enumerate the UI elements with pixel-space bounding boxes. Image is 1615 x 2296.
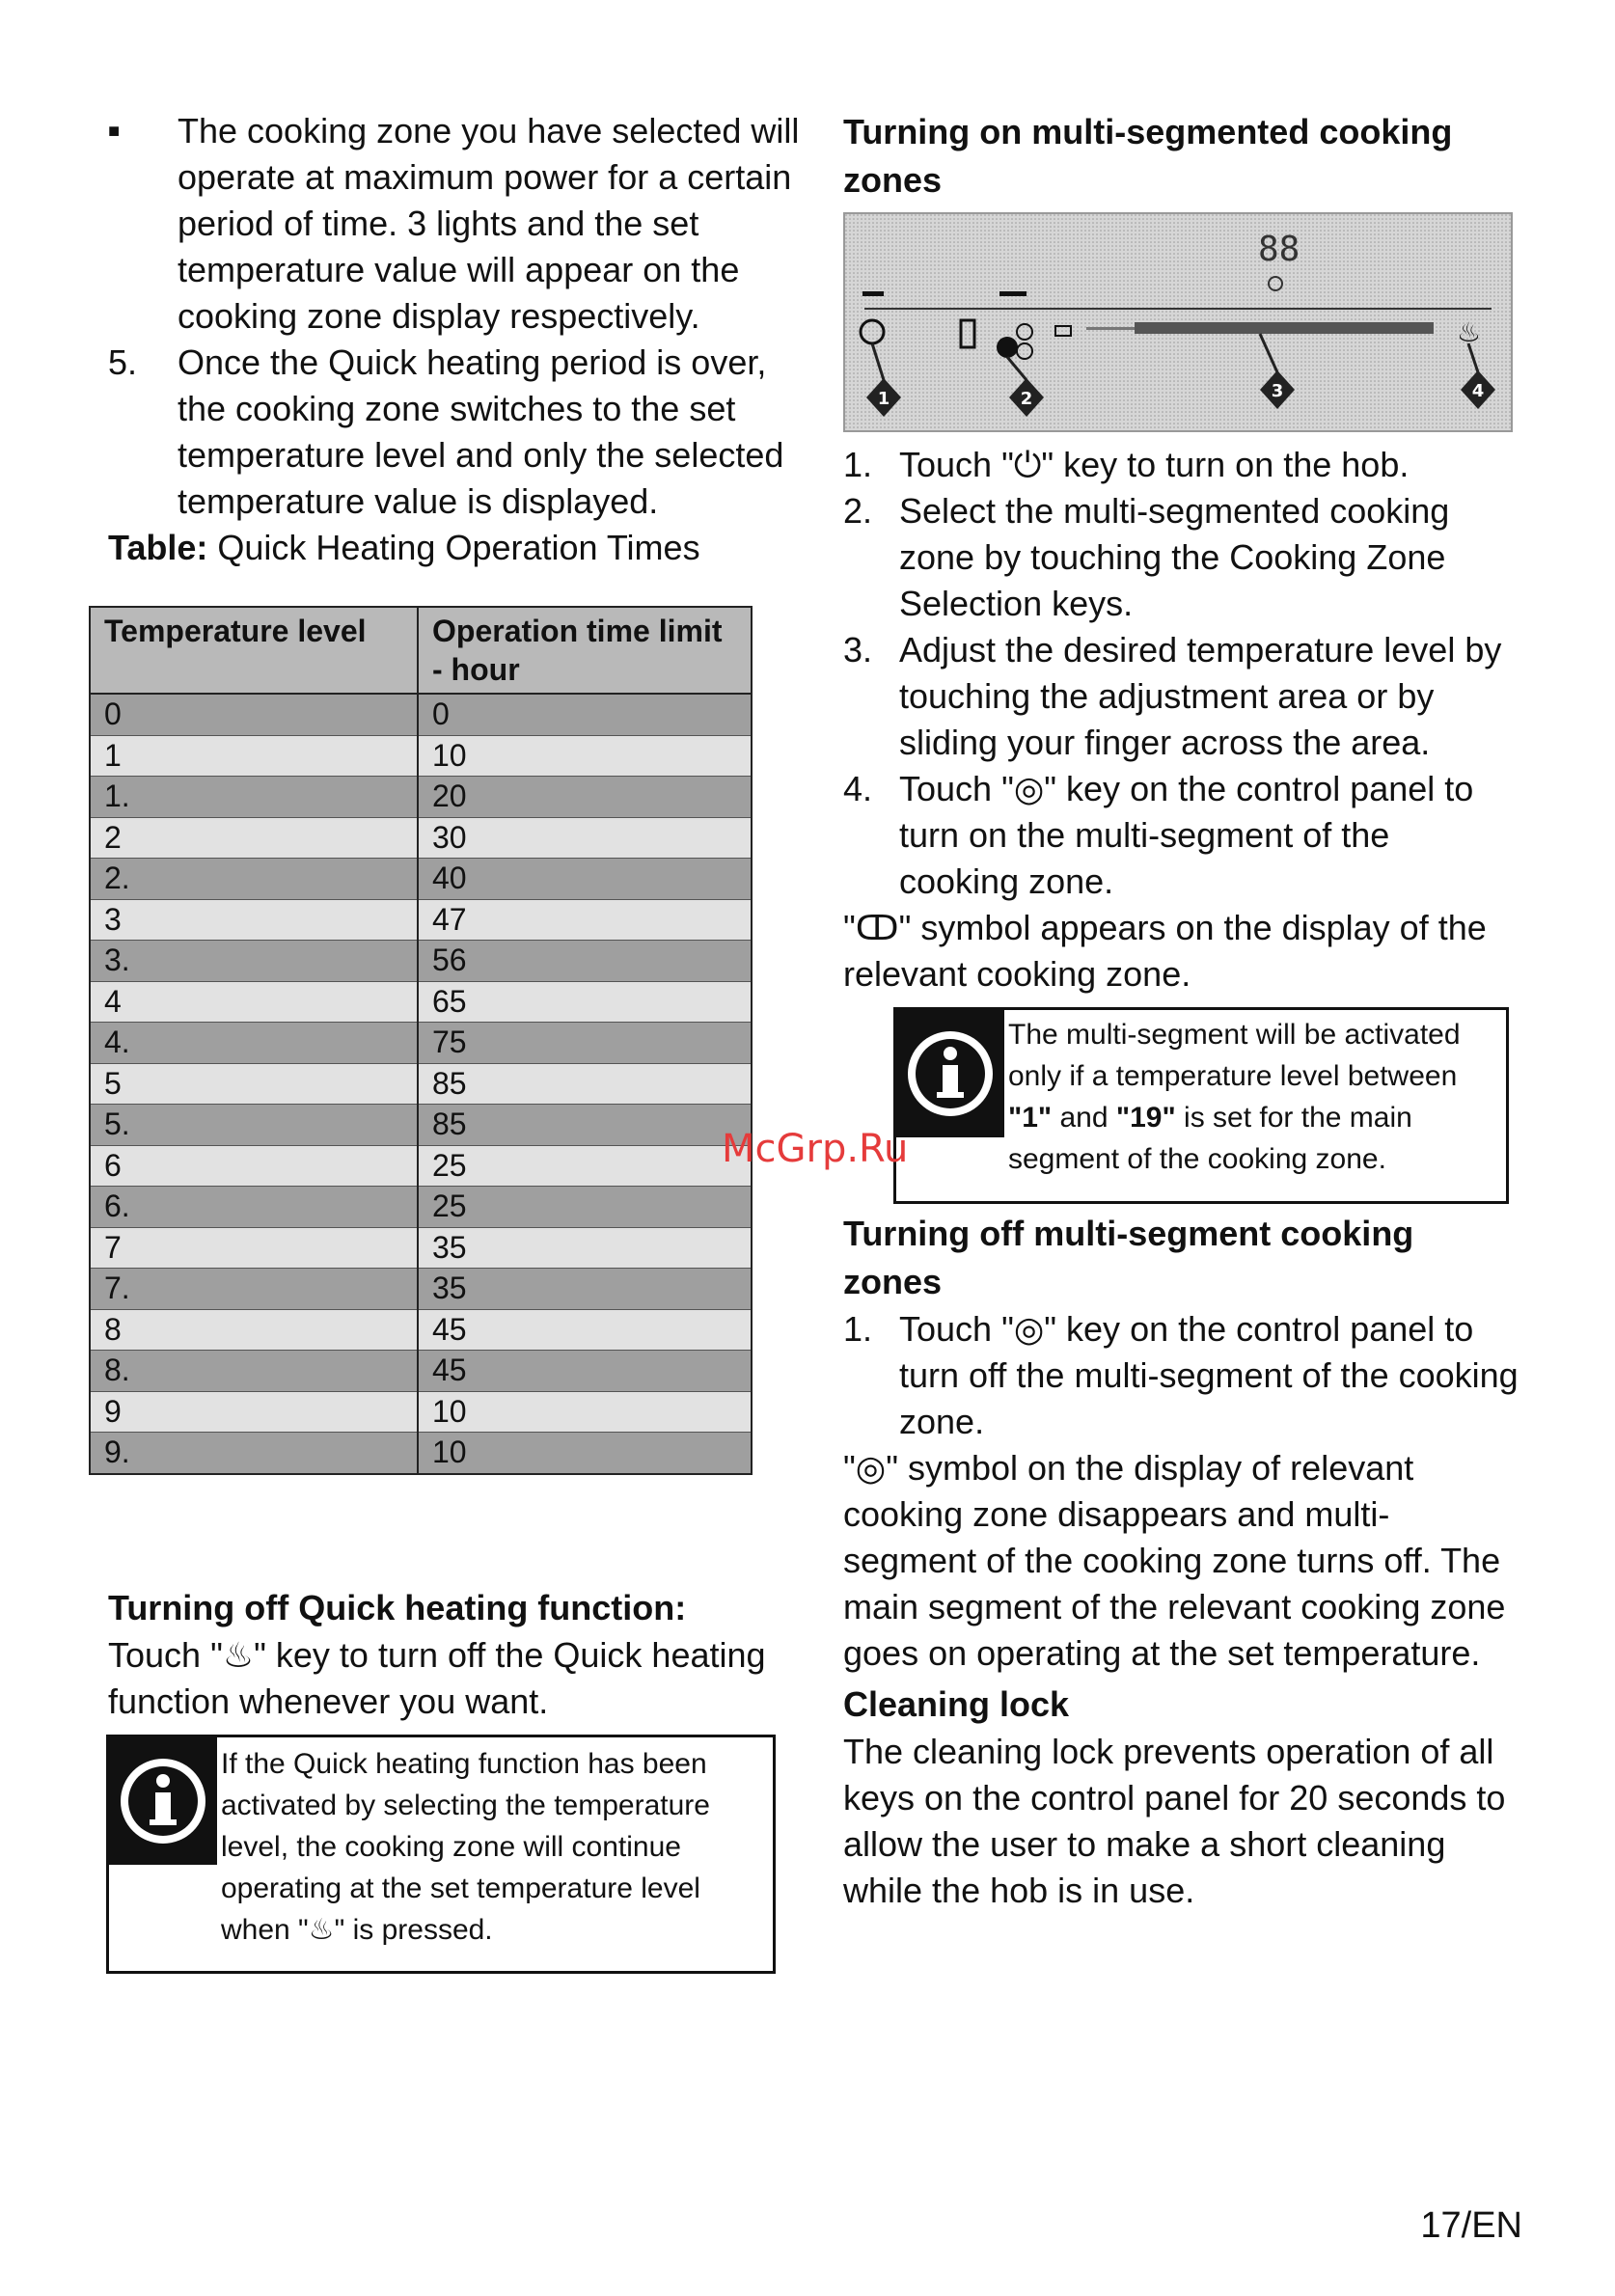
- temperature-level-cell: 1.: [90, 777, 418, 818]
- watermark: McGrp.Ru: [722, 1127, 909, 1171]
- table-row: [90, 941, 752, 982]
- table-row: [90, 1187, 752, 1228]
- table-row: [90, 1269, 752, 1310]
- operation-time-cell: 35: [418, 1269, 752, 1310]
- temperature-level-cell: 6.: [90, 1187, 418, 1228]
- temperature-level-cell: 4: [90, 981, 418, 1023]
- temperature-level-cell: 3: [90, 899, 418, 941]
- quick-heating-off-section: [108, 1584, 803, 1725]
- multi-segment-off-heading: Turning off multi-segment cooking zones: [843, 1214, 1414, 1301]
- bullet-icon: ■: [108, 121, 121, 142]
- operation-time-cell: 45: [418, 1351, 752, 1392]
- step-4-number: 4.: [843, 769, 873, 808]
- left-column: [108, 108, 803, 571]
- operation-time-cell: 40: [418, 859, 752, 900]
- operation-time-cell: 20: [418, 777, 752, 818]
- bullet-text: The cooking zone you have selected will operate at maximum power for a certain period of time. 3 lights and the set temperature value will appear on the cooking zone display respectively.: [178, 111, 800, 336]
- table-caption: [108, 525, 803, 571]
- operation-time-cell: 10: [418, 1433, 752, 1474]
- table-row: [90, 777, 752, 818]
- operation-time-cell: 25: [418, 1187, 752, 1228]
- quick-heating-table: [89, 606, 753, 1475]
- display-digits: 88: [1258, 230, 1300, 269]
- step-4: [843, 766, 1519, 905]
- temperature-level-cell: 3.: [90, 941, 418, 982]
- temperature-level-cell: 8.: [90, 1351, 418, 1392]
- step-1-text: Touch "⏻" key to turn on the hob.: [899, 445, 1410, 484]
- temperature-level-cell: 9.: [90, 1433, 418, 1474]
- temperature-level-cell: 2: [90, 817, 418, 859]
- temperature-level-cell: 8: [90, 1309, 418, 1351]
- step-1-number: 1.: [843, 445, 873, 484]
- callout-3: 3: [1271, 381, 1284, 401]
- step-5-text: Once the Quick heating period is over, the cooking zone switches to the set temperature level and only the selected temperature value is displayed.: [178, 342, 784, 521]
- right-column-top: [843, 108, 1519, 205]
- info-text-quick-heating: If the Quick heating function has been activated by selecting the temperature level, the cooking zone will continue operating at the set temperature level when "♨" is pressed.: [221, 1748, 710, 1946]
- info-box-quick-heating: [106, 1735, 776, 1974]
- temperature-level-cell: 2.: [90, 859, 418, 900]
- table-row: [90, 1023, 752, 1064]
- temperature-level-cell: 5.: [90, 1105, 418, 1146]
- table-row: [90, 1105, 752, 1146]
- table-row: [90, 735, 752, 777]
- temperature-level-cell: 1: [90, 735, 418, 777]
- table-row: [90, 1351, 752, 1392]
- operation-time-cell: 85: [418, 1063, 752, 1105]
- step-3: [843, 627, 1519, 766]
- page-number: 17/EN: [1420, 2205, 1522, 2246]
- table-caption-text: Quick Heating Operation Times: [207, 528, 700, 567]
- temperature-level-cell: 9: [90, 1391, 418, 1433]
- operation-time-cell: 10: [418, 735, 752, 777]
- operation-time-cell: 10: [418, 1391, 752, 1433]
- callout-4: 4: [1471, 381, 1485, 401]
- table-body: [90, 694, 752, 1474]
- control-panel-diagram: [843, 212, 1513, 432]
- operation-time-cell: 25: [418, 1145, 752, 1187]
- temperature-level-cell: 5: [90, 1063, 418, 1105]
- operation-time-cell: 85: [418, 1105, 752, 1146]
- table-row: [90, 1145, 752, 1187]
- right-column-steps: [843, 442, 1519, 998]
- operation-time-cell: 45: [418, 1309, 752, 1351]
- info-box-multi-segment: [893, 1007, 1509, 1204]
- cleaning-lock-heading: Cleaning lock: [843, 1684, 1070, 1724]
- info-icon: [896, 1010, 1004, 1137]
- table-row: [90, 981, 752, 1023]
- info-text-part: and: [1052, 1102, 1116, 1134]
- temperature-level-cell: 4.: [90, 1023, 418, 1064]
- info-icon: [109, 1737, 217, 1865]
- table-row: [90, 1063, 752, 1105]
- info-text-bold: "19": [1115, 1102, 1176, 1134]
- table-row: [90, 817, 752, 859]
- info-text-part: The multi-segment will be activated only if a temperature level between: [1008, 1019, 1461, 1092]
- table-row: [90, 859, 752, 900]
- operation-time-cell: 35: [418, 1227, 752, 1269]
- step-2: [843, 488, 1519, 627]
- step-3-text: Adjust the desired temperature level by touching the adjustment area or by sliding your finger across the area.: [899, 630, 1502, 762]
- symbol-appears-text: "ↀ" symbol appears on the display of the relevant cooking zone.: [843, 908, 1487, 994]
- table-row: [90, 899, 752, 941]
- quick-heating-off-text: Touch "♨" key to turn off the Quick heating function whenever you want.: [108, 1635, 766, 1721]
- quick-heating-off-heading: Turning off Quick heating function:: [108, 1588, 687, 1627]
- operation-time-cell: 30: [418, 817, 752, 859]
- step-1: [843, 442, 1519, 488]
- control-panel-illustration: [845, 214, 1511, 430]
- table-header-cell: Temperature level: [90, 607, 418, 694]
- info-text-multi-segment: [1008, 1014, 1500, 1180]
- step-2-text: Select the multi-segmented cooking zone by touching the Cooking Zone Selection keys.: [899, 491, 1450, 623]
- step-5: [108, 340, 803, 525]
- table-row: [90, 1391, 752, 1433]
- right-column-bottom: [843, 1210, 1519, 1914]
- off-step-number: 1.: [843, 1309, 873, 1349]
- info-text-part: is set for the main segment of the cooking zone.: [1008, 1102, 1412, 1175]
- bullet-item: [108, 108, 803, 340]
- table-header-cell: Operation time limit - hour: [418, 607, 752, 694]
- svg-text:♨: ♨: [1457, 316, 1482, 348]
- table-row: [90, 1433, 752, 1474]
- temperature-level-cell: 0: [90, 694, 418, 735]
- off-step-1: [843, 1306, 1519, 1445]
- table-row: [90, 1309, 752, 1351]
- table-header-row: [90, 607, 752, 694]
- step-5-number: 5.: [108, 342, 138, 382]
- table-row: [90, 694, 752, 735]
- operation-time-cell: 47: [418, 899, 752, 941]
- off-step-text: Touch "◎" key on the control panel to turn off the multi-segment of the cooking zone.: [899, 1309, 1519, 1441]
- table-row: [90, 1227, 752, 1269]
- multi-segment-on-heading: Turning on multi-segmented cooking zones: [843, 112, 1453, 200]
- operation-time-cell: 56: [418, 941, 752, 982]
- multi-segment-off-text: "◎" symbol on the display of relevant cooking zone disappears and multi-segment of the cooking zone turns off. The main segment of the relevant cooking zone goes on operating at the set temperature.: [843, 1448, 1506, 1673]
- operation-time-cell: 0: [418, 694, 752, 735]
- callout-2: 2: [1020, 389, 1033, 409]
- step-4-text: Touch "◎" key on the control panel to turn on the multi-segment of the cooking zone.: [899, 769, 1474, 901]
- cleaning-lock-text: The cleaning lock prevents operation of all keys on the control panel for 20 seconds to allow the user to make a short cleaning while the hob is in use.: [843, 1732, 1506, 1910]
- operation-time-cell: 65: [418, 981, 752, 1023]
- step-2-number: 2.: [843, 491, 873, 531]
- temperature-level-cell: 7.: [90, 1269, 418, 1310]
- temperature-level-cell: 7: [90, 1227, 418, 1269]
- info-text-bold: "1": [1008, 1102, 1053, 1134]
- table-caption-label: Table:: [108, 528, 208, 567]
- callout-1: 1: [877, 389, 890, 409]
- temperature-level-cell: 6: [90, 1145, 418, 1187]
- step-3-number: 3.: [843, 630, 873, 670]
- operation-time-cell: 75: [418, 1023, 752, 1064]
